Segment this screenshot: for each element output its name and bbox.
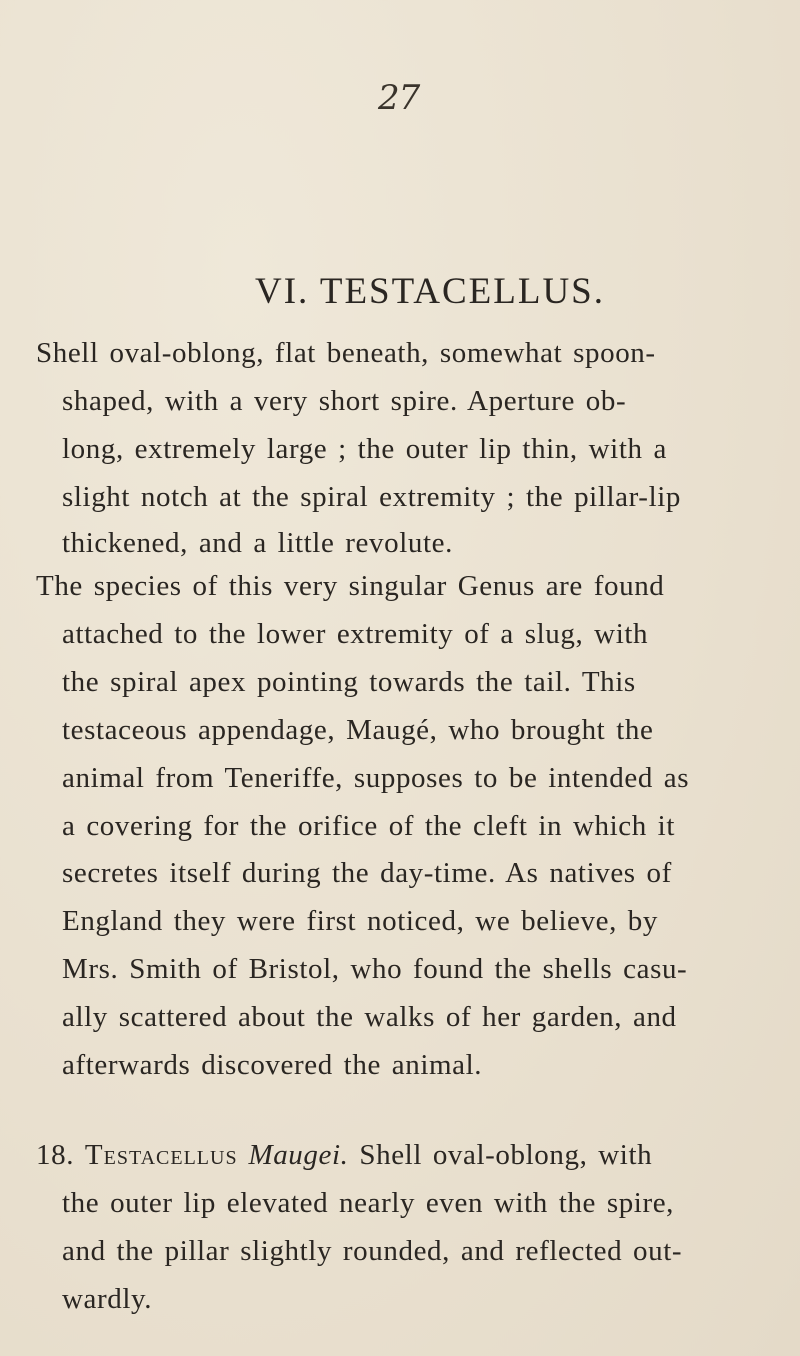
species-epithet: Maugei.	[248, 1139, 349, 1171]
text-line: afterwards discovered the animal.	[62, 1049, 483, 1081]
text-line: slight notch at the spiral extremity ; the pillar-lip	[62, 481, 681, 513]
text-line: a covering for the orifice of the cleft in which it	[62, 810, 675, 842]
text-line: testaceous appendage, Maugé, who brought the	[62, 714, 654, 746]
species-number: 18.	[36, 1139, 75, 1171]
text-line: attached to the lower extremity of a slug, with	[62, 618, 649, 650]
page-number: 27	[378, 78, 420, 118]
species-description-start: Shell oval-oblong, with	[359, 1139, 653, 1171]
text-line: England they were first noticed, we believe, by	[62, 905, 658, 937]
text-line: the spiral apex pointing towards the tail. This	[62, 666, 636, 698]
text-line: The species of this very singular Genus are found	[36, 570, 665, 602]
text-line: shaped, with a very short spire. Aperture ob-	[62, 385, 627, 417]
species-genus: Testacellus	[84, 1139, 238, 1171]
text-line: the outer lip elevated nearly even with the spire,	[62, 1187, 675, 1219]
text-line: secretes itself during the day-time. As natives of	[62, 857, 672, 889]
section-heading: VI. TESTACELLUS.	[254, 271, 606, 312]
text-line: Mrs. Smith of Bristol, who found the shells casu-	[62, 953, 688, 985]
text-line: animal from Teneriffe, supposes to be intended as	[62, 762, 690, 794]
species-first-line	[36, 1139, 652, 1172]
text-line: ally scattered about the walks of her garden, and	[62, 1001, 677, 1033]
text-line: wardly.	[62, 1283, 153, 1315]
text-line: Shell oval-oblong, flat beneath, somewhat spoon-	[36, 337, 656, 369]
text-line: and the pillar slightly rounded, and reflected out-	[62, 1235, 683, 1267]
text-line: long, extremely large ; the outer lip thin, with a	[62, 433, 667, 465]
text-line: thickened, and a little revolute.	[62, 527, 453, 559]
